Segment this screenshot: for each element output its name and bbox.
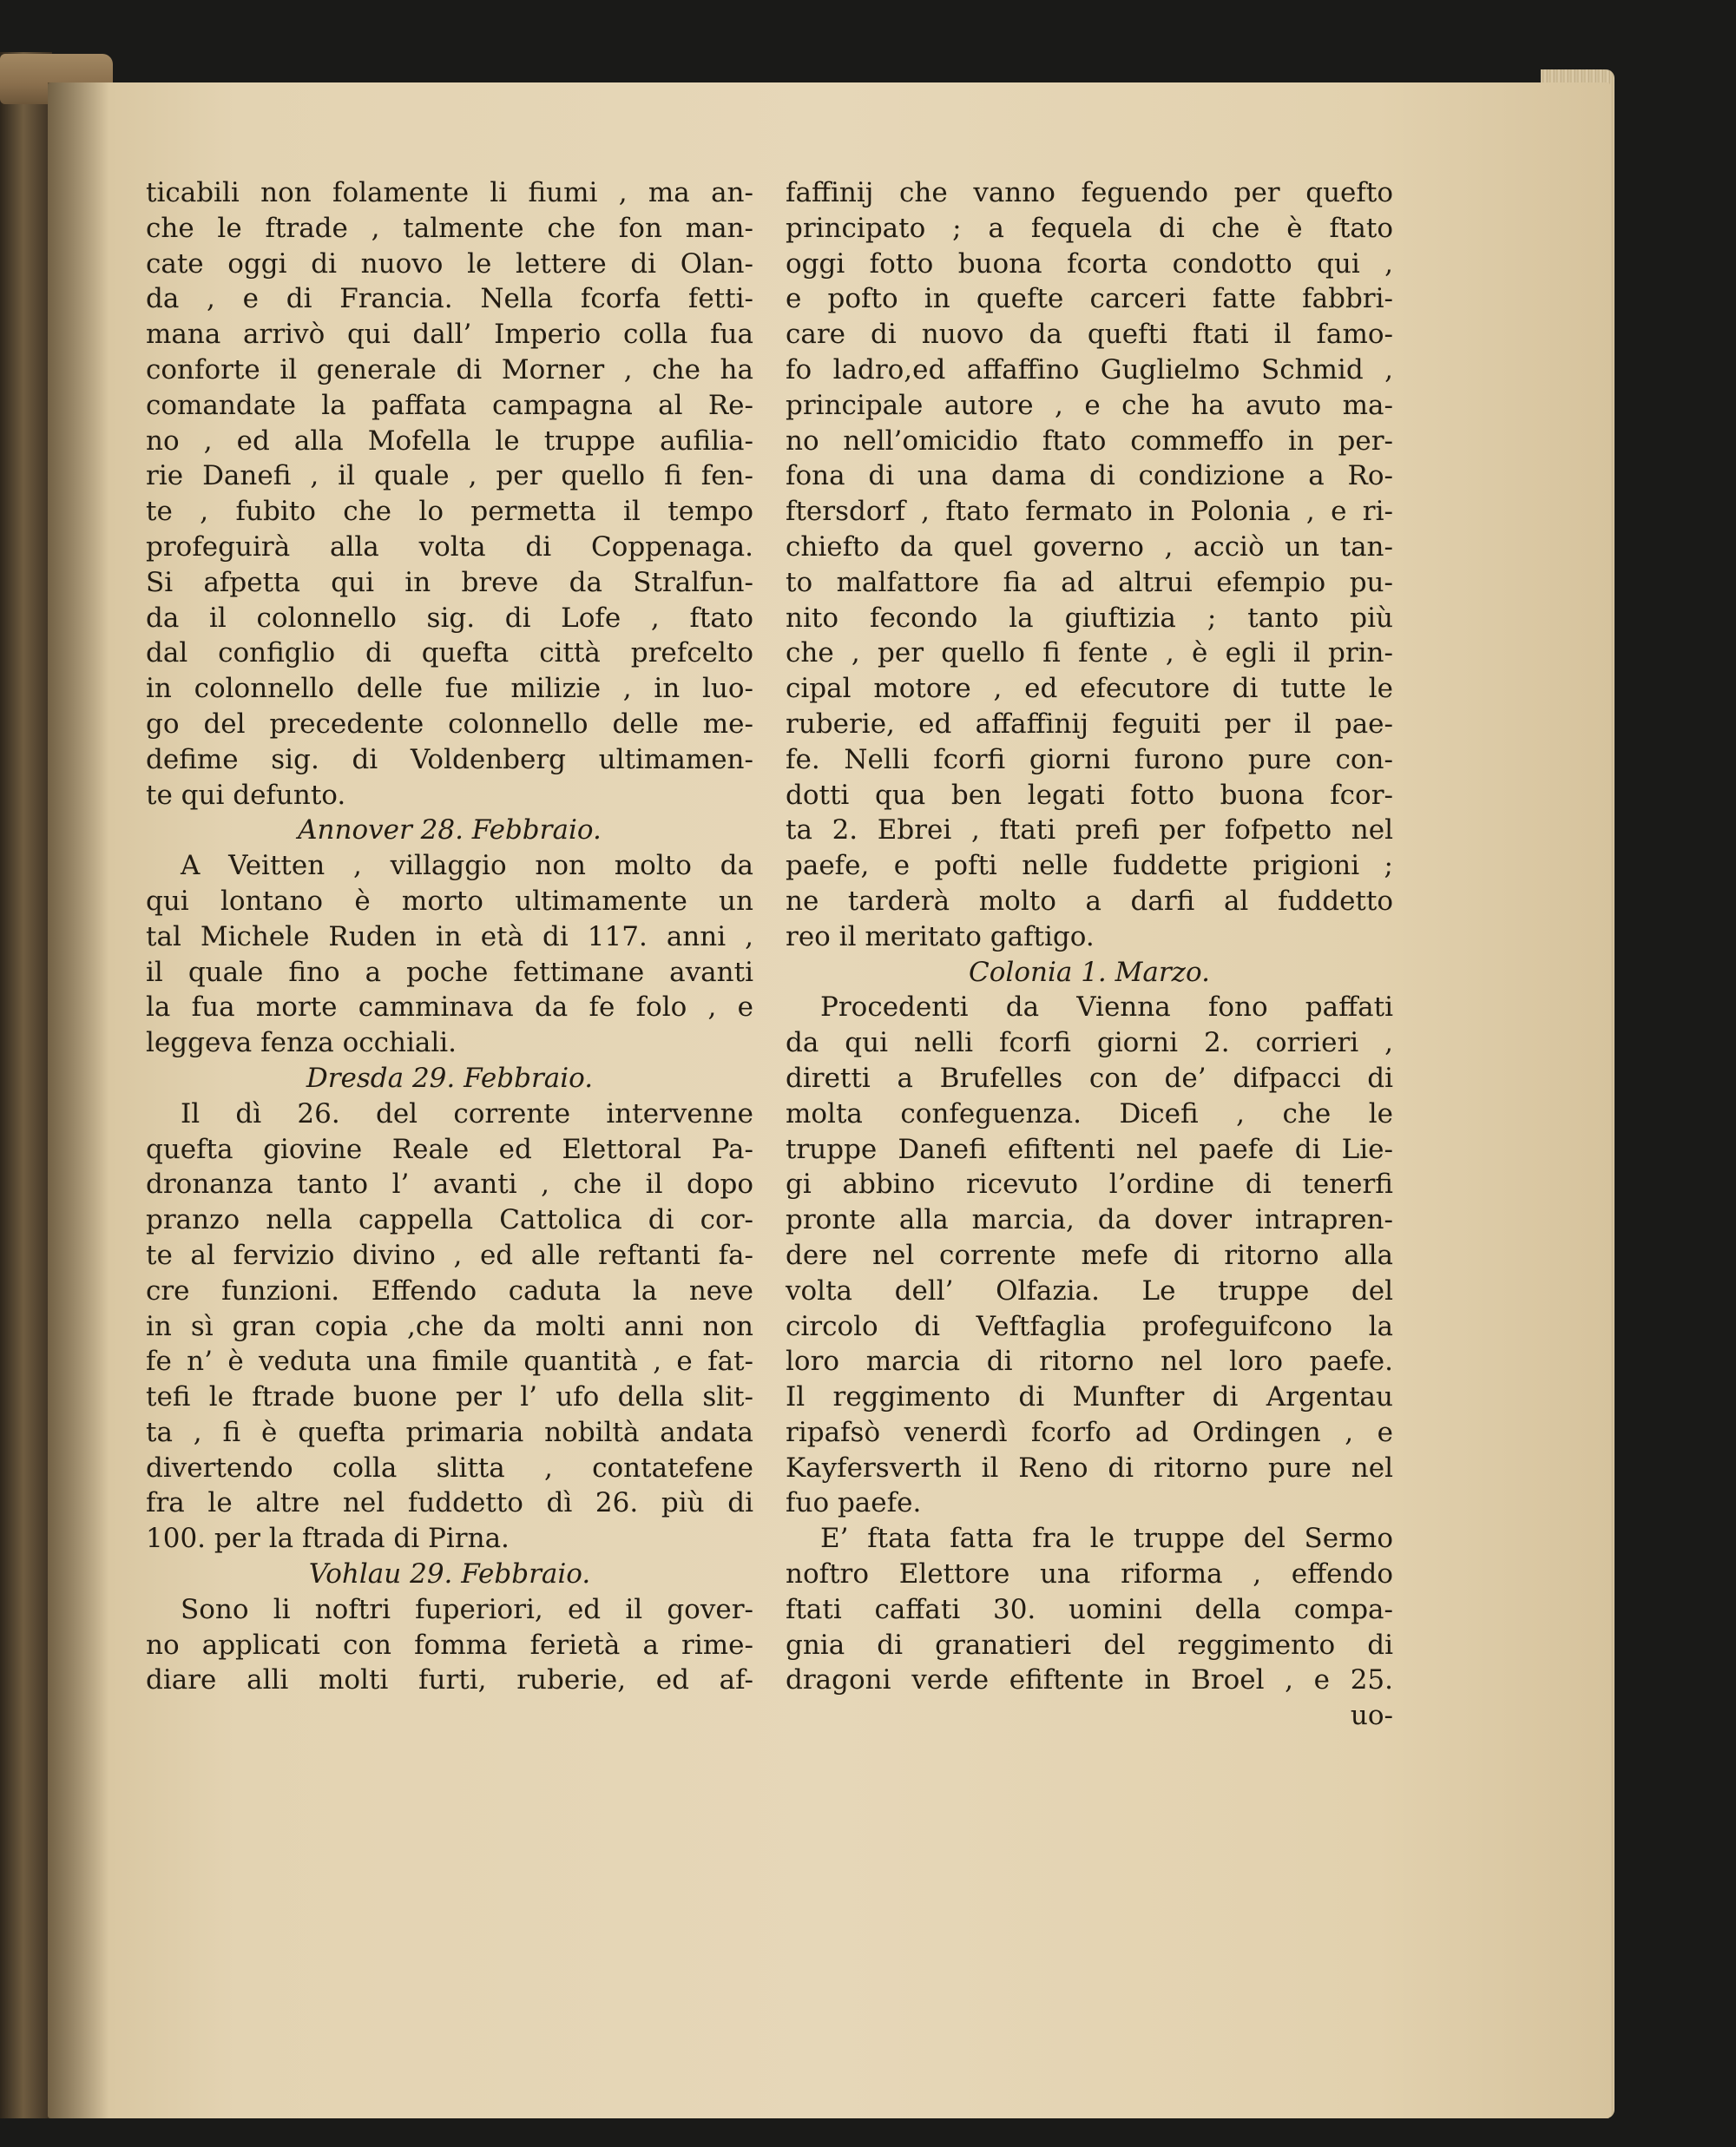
left-text-line: te , fubito che lo permetta il tempo [146, 496, 753, 528]
right-text-line: nito fecondo la giuftizia ; tanto più [786, 602, 1393, 634]
right-text-line: dragoni verde efiftente in Broel , e 25. [786, 1664, 1393, 1696]
right-text-line: fona di una dama di condizione a Ro- [786, 460, 1393, 492]
left-text-line: dal configlio di quefta città prefcelto [146, 637, 753, 669]
left-text-line: conforte il generale di Morner , che ha [146, 353, 753, 385]
right-text-line: to malfattore fia ad altrui efempio pu- [786, 566, 1393, 598]
left-text-line: 100. per la ftrada di Pirna. [146, 1523, 510, 1555]
right-text-line: gi abbino ricevuto l’ordine di tenerfi [786, 1169, 1393, 1201]
left-text-line: go del precedente colonnello delle me- [146, 708, 753, 740]
catchword: uo- [1350, 1700, 1393, 1732]
left-text-line: comandate la paffata campagna al Re- [146, 389, 753, 421]
right-text-line: fuo paefe. [786, 1487, 922, 1519]
right-text-line: no nell’omicidio ftato commeffo in per- [786, 425, 1393, 457]
right-text-line: paefe, e pofti nelle fuddette prigioni ; [786, 850, 1393, 882]
left-text-line: no applicati con fomma ferietà a rime- [146, 1629, 753, 1661]
right-text-line: Il reggimento di Munfter di Argentau [786, 1381, 1393, 1413]
right-text-line: principato ; a fequela di che è ftato [786, 212, 1393, 244]
right-text-line: ne tarderà molto a darfi al fuddetto [786, 885, 1393, 917]
left-text-line: mana arrivò qui dall’ Imperio colla fua [146, 319, 753, 351]
left-text-line: no , ed alla Mofella le truppe aufilia- [146, 425, 753, 457]
left-text-line: tal Michele Ruden in età di 117. anni , [146, 920, 753, 952]
right-text-line: da qui nelli fcorfi giorni 2. corrieri , [786, 1027, 1393, 1059]
right-text-column [786, 175, 1393, 1734]
right-text-line: Kayfersverth il Reno di ritorno pure nel [786, 1452, 1393, 1484]
left-text-line: fra le altre nel fuddetto dì 26. più di [146, 1487, 753, 1519]
left-text-line: la fua morte camminava da fe folo , e [146, 991, 753, 1024]
right-text-line: noftro Elettore una riforma , effendo [786, 1558, 1393, 1590]
right-text-line: Procedenti da Vienna fono paffati [820, 991, 1393, 1024]
left-text-line: A Veitten , villaggio non molto da [181, 850, 753, 882]
right-text-line: oggi fotto buona fcorta condotto qui , [786, 247, 1393, 280]
right-text-line: cipal motore , ed efecutore di tutte le [786, 673, 1393, 705]
right-text-line: ripafsò venerdì fcorfo ad Ordingen , e [786, 1416, 1393, 1448]
left-dateline: Vohlau 29. Febbraio. [308, 1558, 591, 1590]
left-dateline: Dresda 29. Febbraio. [306, 1062, 594, 1094]
left-text-line: Sono li noftri fuperiori, ed il gover- [181, 1593, 753, 1625]
right-text-line: principale autore , e che ha avuto ma- [786, 389, 1393, 421]
left-text-line: cre funzioni. Effendo caduta la neve [146, 1274, 753, 1307]
gutter-shadow [48, 82, 108, 2118]
left-text-line: qui lontano è morto ultimamente un [146, 885, 753, 917]
left-text-line: ticabili non folamente li fiumi , ma an- [146, 177, 753, 208]
left-text-line: che le ftrade , talmente che fon man- [146, 212, 753, 244]
left-text-line: tefi le ftrade buone per l’ ufo della slit- [146, 1381, 753, 1413]
left-text-line: in sì gran copia ,che da molti anni non [146, 1310, 753, 1342]
right-text-line: molta confeguenza. Dicefi , che le [786, 1097, 1393, 1129]
right-text-line: che , per quello fi fente , è egli il prin- [786, 637, 1393, 669]
left-text-line: da il colonnello sig. di Lofe , ftato [146, 602, 753, 634]
left-text-line: pranzo nella cappella Cattolica di cor- [146, 1204, 753, 1236]
book-spine [0, 52, 52, 2118]
right-text-line: ftersdorf , ftato fermato in Polonia , e ri- [786, 496, 1393, 528]
left-text-line: cate oggi di nuovo le lettere di Olan- [146, 247, 753, 280]
left-text-line: defime sig. di Voldenberg ultimamen- [146, 743, 753, 775]
right-text-line: gnia di granatieri del reggimento di [786, 1629, 1393, 1661]
left-text-line: Il dì 26. del corrente intervenne [181, 1097, 753, 1129]
left-text-line: fe n’ è veduta una fimile quantità , e fat- [146, 1346, 753, 1378]
right-text-line: ruberie, ed affaffinij feguiti per il pae- [786, 708, 1393, 740]
right-text-line: ftati caffati 30. uomini della compa- [786, 1593, 1393, 1625]
left-text-line: te qui defunto. [146, 779, 346, 811]
right-text-line: pronte alla marcia, da dover intrapren- [786, 1204, 1393, 1236]
left-text-column [146, 175, 753, 1698]
left-text-line: da , e di Francia. Nella fcorfa fetti- [146, 283, 753, 315]
right-text-line: E’ ftata fatta fra le truppe del Sermo [820, 1523, 1393, 1555]
left-text-line: profeguirà alla volta di Coppenaga. [146, 530, 753, 563]
left-text-line: Si afpetta qui in breve da Stralfun- [146, 566, 753, 598]
right-text-line: diretti a Brufelles con de’ difpacci di [786, 1062, 1393, 1094]
right-text-line: loro marcia di ritorno nel loro paefe. [786, 1346, 1393, 1378]
right-text-line: circolo di Veftfaglia profeguifcono la [786, 1310, 1393, 1342]
right-text-line: volta dell’ Olfazia. Le truppe del [786, 1274, 1393, 1307]
right-text-line: chiefto da quel governo , acciò un tan- [786, 530, 1393, 563]
left-text-line: in colonnello delle fue milizie , in luo- [146, 673, 753, 705]
right-text-line: faffinij che vanno feguendo per quefto [786, 177, 1393, 208]
right-text-line: fo ladro,ed affaffino Guglielmo Schmid , [786, 353, 1393, 385]
left-text-line: te al fervizio divino , ed alle reftanti fa- [146, 1239, 753, 1271]
right-text-line: e pofto in quefte carceri fatte fabbri- [786, 283, 1393, 315]
right-text-line: reo il meritato gaftigo. [786, 920, 1095, 952]
left-text-line: il quale fino a poche fettimane avanti [146, 956, 753, 988]
left-text-line: dronanza tanto l’ avanti , che il dopo [146, 1169, 753, 1201]
right-text-line: truppe Danefi efiftenti nel paefe di Lie- [786, 1133, 1393, 1165]
right-text-line: dere nel corrente mefe di ritorno alla [786, 1239, 1393, 1271]
right-text-line: ta 2. Ebrei , ftati prefi per fofpetto nel [786, 814, 1393, 846]
right-dateline: Colonia 1. Marzo. [969, 956, 1210, 988]
left-text-line: quefta giovine Reale ed Elettoral Pa- [146, 1133, 753, 1165]
left-text-line: ta , fi è quefta primaria nobiltà andata [146, 1416, 753, 1448]
left-text-line: divertendo colla slitta , contatefene [146, 1452, 753, 1484]
right-text-line: fe. Nelli fcorfi giorni furono pure con- [786, 743, 1393, 775]
right-text-line: care di nuovo da quefti ftati il famo- [786, 319, 1393, 351]
left-dateline: Annover 28. Febbraio. [298, 814, 602, 846]
left-text-line: rie Danefi , il quale , per quello fi fen- [146, 460, 753, 492]
left-text-line: diare alli molti furti, ruberie, ed af- [146, 1664, 753, 1696]
left-text-line: leggeva fenza occhiali. [146, 1027, 457, 1059]
right-text-line: dotti qua ben legati fotto buona fcor- [786, 779, 1393, 811]
